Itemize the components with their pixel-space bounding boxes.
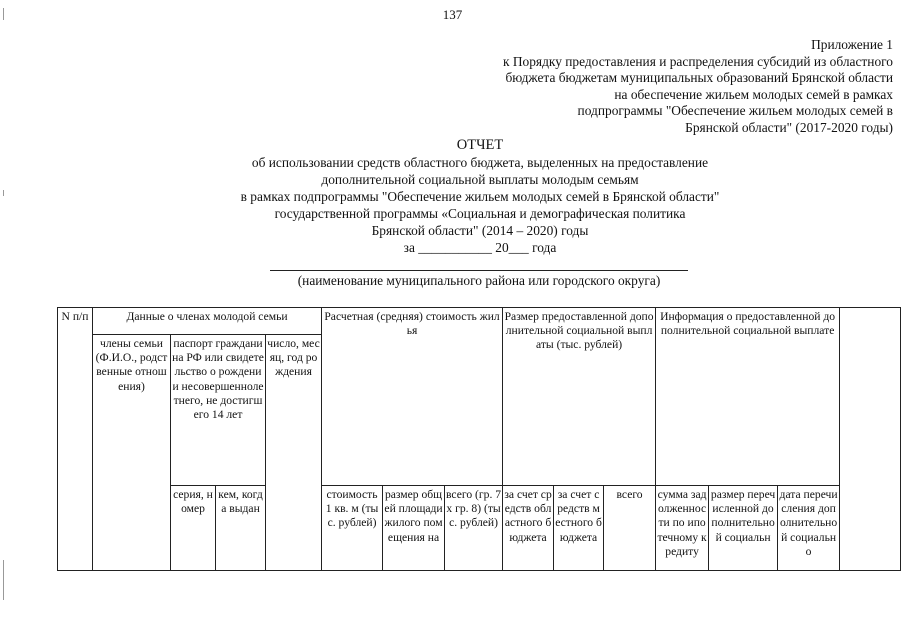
report-line: в рамках подпрограммы "Обеспечение жильем молодых семей в Брянской области" bbox=[240, 189, 720, 204]
report-line: государственной программы «Социальная и демографическая политика bbox=[274, 206, 686, 221]
col-area: размер общей площади жилого помещения на bbox=[383, 486, 445, 571]
report-line: Брянской области" (2014 – 2020) годы bbox=[371, 223, 589, 238]
col-num: N п/п bbox=[58, 308, 93, 571]
col-debt: сумма задолженности по ипотечному кредиту bbox=[656, 486, 709, 571]
col-extra-payment: Размер предоставленной дополнительной социальной выплаты (тыс. рублей) bbox=[503, 308, 656, 486]
appendix-line: бюджета бюджетам муниципальных образований Брянской области bbox=[505, 70, 893, 86]
municipality-caption: (наименование муниципального района или городского округа) bbox=[297, 273, 661, 288]
appendix-line: к Порядку предоставления и распределения субсидий из областного bbox=[503, 53, 893, 69]
municipality-line bbox=[270, 270, 688, 271]
col-birth-date: число, месяц, год рождения bbox=[266, 335, 322, 571]
col-empty bbox=[840, 308, 901, 571]
col-total-payment: всего bbox=[604, 486, 656, 571]
col-housing-cost: Расчетная (средняя) стоимость жилья bbox=[322, 308, 503, 486]
col-transferred: размер перечисленной дополнительной социальн bbox=[709, 486, 778, 571]
col-members: члены семьи (Ф.И.О., родственные отношения) bbox=[93, 335, 171, 571]
col-transfer-date: дата перечисления дополнительной социально bbox=[778, 486, 840, 571]
col-series: серия, номер bbox=[171, 486, 216, 571]
col-total-cost: всего (гр. 7 х гр. 8) (тыс. рублей) bbox=[445, 486, 503, 571]
report-heading bbox=[0, 137, 905, 256]
col-payment-info: Информация о предоставленной дополнительной социальной выплате bbox=[656, 308, 840, 486]
col-regional: за счет средств областного бюджета bbox=[503, 486, 554, 571]
col-cost-sqm: стоимость 1 кв. м (тыс. рублей) bbox=[322, 486, 383, 571]
col-issued: кем, когда выдан bbox=[216, 486, 266, 571]
col-local: за счет средств местного бюджета bbox=[554, 486, 604, 571]
report-table bbox=[57, 307, 901, 571]
appendix-header bbox=[423, 37, 893, 137]
margin-mark bbox=[3, 560, 4, 600]
col-family-data: Данные о членах молодой семьи bbox=[93, 308, 322, 335]
appendix-line: Приложение 1 bbox=[811, 37, 893, 52]
report-line: дополнительной социальной выплаты молодым семьям bbox=[321, 172, 639, 187]
appendix-line: на обеспечение жильем молодых семей в рамках bbox=[614, 86, 893, 102]
report-line: об использовании средств областного бюджета, выделенных на предоставление bbox=[251, 155, 709, 170]
appendix-line: подпрограммы "Обеспечение жильем молодых семей в bbox=[577, 103, 893, 119]
report-period: за ___________ 20___ года bbox=[403, 240, 557, 255]
appendix-line: Брянской области" (2017-2020 годы) bbox=[685, 119, 893, 135]
page-number: 137 bbox=[442, 7, 463, 22]
col-passport: паспорт гражданина РФ или свидетельство о рождении несовершеннолетнего, не достигшего 14 лет bbox=[171, 335, 266, 486]
report-title: ОТЧЕТ bbox=[456, 137, 504, 153]
